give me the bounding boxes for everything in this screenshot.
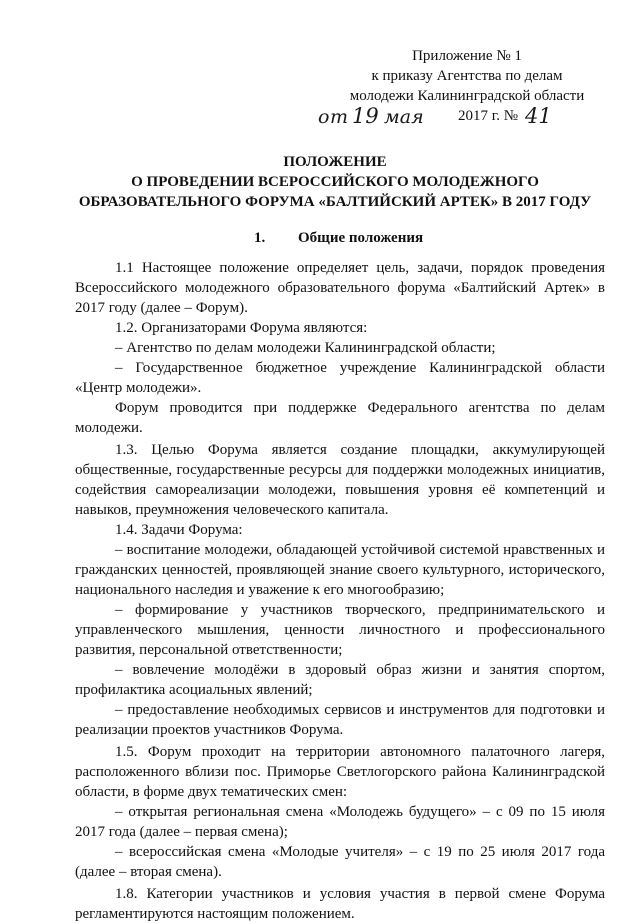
paragraph-1-8: 1.8. Категории участников и условия участия в первой смене Форума регламентируются настоящим положением. — [75, 886, 605, 922]
paragraph-1-4: 1.4. Задачи Форума: — [115, 522, 243, 538]
paragraph-1-3: 1.3. Целью Форума является создание площадки, аккумулирующей общественные, государственные ресурсы для поддержки молодежных инициатив, содействия самореализации молодежи, повышения уровня её компетенций и навыков, преумножения человеческого капитала. — [75, 442, 605, 518]
annex-header — [332, 46, 602, 106]
task-item-3: – вовлечение молодёжи в здоровый образ жизни и занятия спортом, профилактика асоциальных явлений; — [75, 662, 605, 698]
task-item-2: – формирование у участников творческого, предпринимательского и управленческого мышления, ценности личностного и профессионального развития, персональной ответственности; — [75, 602, 605, 658]
handwritten-month: мая — [384, 106, 424, 128]
task-item-4: – предоставление необходимых сервисов и инструментов для подготовки и реализации проектов участников Форума. — [75, 702, 605, 738]
annex-line-3: молодежи Калининградской области — [349, 88, 585, 104]
paragraph-1-2: 1.2. Организаторами Форума являются: — [115, 320, 368, 336]
order-year-number-label: 2017 г. № — [458, 108, 519, 124]
annex-line-2: к приказу Агентства по делам — [371, 68, 563, 84]
paragraph-1-5: 1.5. Форум проходит на территории автономного палаточного лагеря, расположенного вблизи пос. Приморье Светлогорского района Калининградской области, в форме двух тематических смен: — [75, 744, 605, 800]
paragraph-1-1: 1.1 Настоящее положение определяет цель, задачи, порядок проведения Всероссийского молодежного образовательного форума «Балтийский Артек» в 2017 году (далее – Форум). — [75, 260, 605, 316]
annex-line-1: Приложение № 1 — [412, 48, 522, 64]
section-number: 1. — [254, 230, 266, 246]
section-title: Общие положения — [298, 230, 424, 246]
organizer-item-center: – Государственное бюджетное учреждение Калининградской области «Центр молодежи». — [75, 360, 605, 396]
document-title — [60, 152, 610, 212]
handwritten-order-number: 41 — [525, 104, 552, 128]
handwritten-from: от — [318, 106, 349, 128]
document-body — [75, 258, 605, 924]
order-date-line — [318, 104, 608, 130]
task-item-1: – воспитание молодежи, обладающей устойчивой системой нравственных и гражданских ценностей, проявляющей знание своего культурного, исторического, национального наследия и уважение к его многообразию; — [75, 542, 605, 598]
title-line-3: ОБРАЗОВАТЕЛЬНОГО ФОРУМА «БАЛТИЙСКИЙ АРТЕК» В 2017 ГОДУ — [78, 194, 592, 210]
title-line-2: О ПРОВЕДЕНИИ ВСЕРОССИЙСКОГО МОЛОДЕЖНОГО — [131, 174, 539, 190]
handwritten-day: 19 — [352, 104, 379, 128]
paragraph-support: Форум проводится при поддержке Федерального агентства по делам молодежи. — [75, 400, 605, 436]
organizer-item-agency: – Агентство по делам молодежи Калининградской области; — [115, 340, 496, 356]
title-line-1: ПОЛОЖЕНИЕ — [283, 154, 387, 170]
session-item-2: – всероссийская смена «Молодые учителя» – с 19 по 25 июля 2017 года (далее – вторая смена). — [75, 844, 605, 880]
session-item-1: – открытая региональная смена «Молодежь будущего» – с 09 по 15 июля 2017 года (далее – первая смена); — [75, 804, 605, 840]
